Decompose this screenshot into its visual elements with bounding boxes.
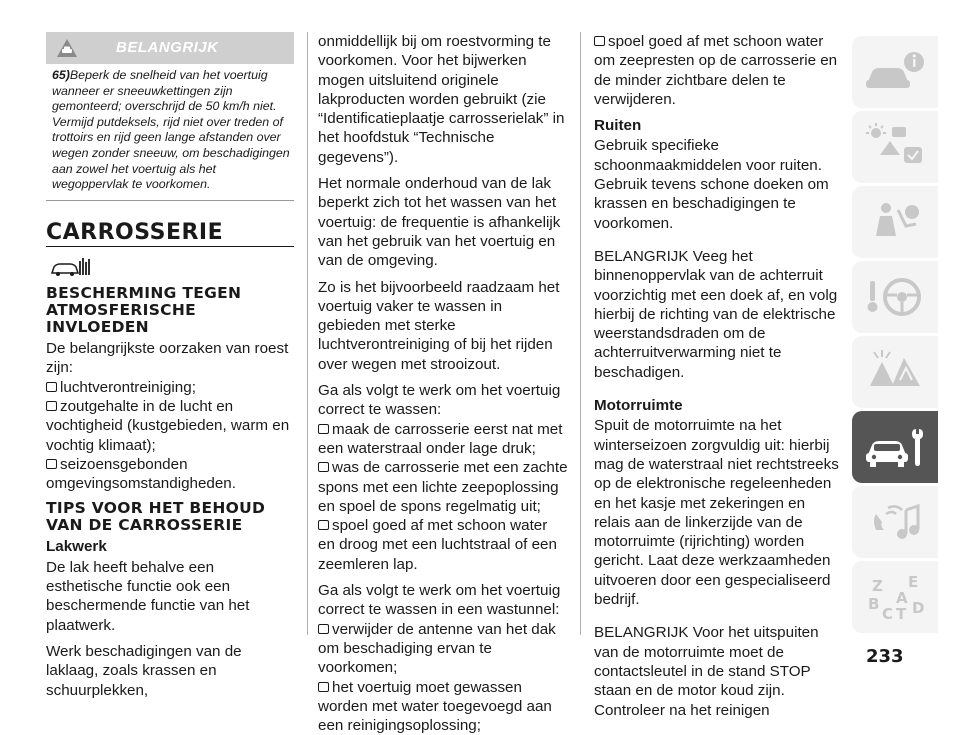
- paragraph: Ga als volgt te werk om het voertuig correct te wassen:: [318, 381, 568, 420]
- list-item: [318, 458, 568, 516]
- tab-multimedia[interactable]: [852, 486, 938, 558]
- car-maintenance-icon: [862, 421, 928, 473]
- subheading-lakwerk: Lakwerk: [46, 537, 294, 556]
- warning-box: [46, 32, 294, 201]
- svg-text:T: T: [896, 605, 907, 623]
- section-title: CARROSSERIE: [46, 223, 294, 247]
- checkbox-bullet-icon: [318, 424, 329, 434]
- column-divider: [307, 32, 308, 635]
- column-divider: [580, 32, 581, 635]
- list-item-text: verwijder de antenne van het dak om beschadiging ervan te voorkomen;: [318, 621, 556, 677]
- paragraph: De lak heeft behalve een esthetische functie ook een beschermende functie van het plaatwerk.: [46, 558, 294, 635]
- list-item-text: luchtverontreiniging;: [60, 379, 196, 396]
- tab-index[interactable]: [852, 561, 938, 633]
- checkbox-bullet-icon: [318, 462, 329, 472]
- tab-car-info[interactable]: [852, 36, 938, 108]
- paragraph: Ga als volgt te werk om het voertuig correct te wassen in een wastunnel:: [318, 581, 568, 620]
- paragraph: Het normale onderhoud van de lak beperkt zich tot het wassen van het voertuig: de frequentie is afhankelijk van het gebruik van het voertuig en van de omgeving.: [318, 174, 568, 270]
- tab-maintenance[interactable]: [852, 411, 938, 483]
- dashboard-lights-icon: [862, 121, 928, 173]
- tab-dashboard-lights[interactable]: [852, 111, 938, 183]
- column-middle: [318, 32, 568, 735]
- warning-header: [46, 32, 294, 64]
- checkbox-bullet-icon: [46, 382, 57, 392]
- checkbox-bullet-icon: [318, 624, 329, 634]
- chapter-tabs: [852, 36, 938, 636]
- checkbox-bullet-icon: [318, 520, 329, 530]
- svg-text:E: E: [908, 573, 918, 591]
- breakdown-warning-icon: [862, 346, 928, 398]
- multimedia-icon: [862, 496, 928, 548]
- checkbox-bullet-icon: [318, 682, 329, 692]
- airbag-seat-icon: [862, 196, 928, 248]
- tab-breakdown[interactable]: [852, 336, 938, 408]
- checkbox-bullet-icon: [594, 36, 605, 46]
- list-item: [46, 378, 294, 397]
- paragraph: Zo is het bijvoorbeeld raadzaam het voertuig vaker te wassen in gebieden met sterke luchtverontreiniging of bij het rijden over wegen met strooizout.: [318, 278, 568, 374]
- column-left: [46, 32, 294, 707]
- steering-wheel-icon: [862, 271, 928, 323]
- warning-body: Beperk de snelheid van het voertuig wanneer er sneeuwkettingen zijn gemonteerd; overschrijd de 50 km/h niet. Vermijd putdeksels, rijd niet over treden of trottoirs en rijd geen lange afstanden over wegen zonder sneeuw, om beschadigingen aan zowel het voertuig als het wegoppervlak te voorkomen.: [52, 68, 290, 191]
- list-item-text: het voertuig moet gewassen worden met water toegevoegd aan een reinigingsoplossing;: [318, 679, 552, 735]
- list-item: [318, 420, 568, 459]
- paragraph: onmiddellijk bij om roestvorming te voorkomen. Voor het bijwerken mogen uitsluitend originele lakproducten worden gebruikt (zie “Identificatieplaatje carrosserielak” in het hoofdstuk “Technische gegevens”).: [318, 32, 568, 167]
- list-item: [318, 620, 568, 678]
- list-item: [318, 678, 568, 735]
- car-warning-icon: [56, 38, 78, 58]
- column-right: [594, 32, 844, 727]
- heading-bescherming: BESCHERMING TEGEN ATMOSFERISCHE INVLOEDEN: [46, 285, 294, 336]
- paragraph: Werk beschadigingen van de laklaag, zoals krassen en schuurplekken,: [46, 642, 294, 700]
- list-item: [46, 455, 294, 494]
- list-item: [318, 516, 568, 574]
- list-item-text: spoel goed af met schoon water om zeepresten op de carrosserie en de minder zichtbare delen te verwijderen.: [594, 33, 837, 108]
- subheading-motorruimte: Motorruimte: [594, 396, 844, 415]
- paragraph: Spuit de motorruimte na het winterseizoen zorgvuldig uit: hierbij mag de waterstraal niet rechtstreeks op de elektronische regeleenheden en het kasje met zekeringen en relais aan de linkerzijde van de motorruimte (rijrichting) worden gericht. Laat deze werkzaamheden uitvoeren door een gespecialiseerd bedrijf.: [594, 416, 844, 609]
- warning-text: [46, 64, 294, 200]
- svg-text:A: A: [896, 589, 908, 607]
- list-item: [46, 397, 294, 455]
- svg-text:D: D: [912, 599, 924, 617]
- paragraph-belangrijk: BELANGRIJK Veeg het binnenoppervlak van de achterruit voorzichtig met een doek af, en volg hierbij de richting van de elektrische weerstandsdraden om de achterruitverwarming niet te beschadigen.: [594, 247, 844, 382]
- list-item-text: zoutgehalte in de lucht en vochtigheid (kustgebieden, warm en vochtig klimaat);: [46, 398, 289, 454]
- svg-text:C: C: [882, 605, 893, 623]
- list-item-text: spoel goed af met schoon water en droog met een luchtstraal of een zeemleren lap.: [318, 517, 557, 573]
- paragraph-belangrijk: BELANGRIJK Voor het uitspuiten van de motorruimte moet de contactsleutel in de stand STOP staan en de motor koud zijn. Controleer na het reinigen: [594, 623, 844, 719]
- warning-number: 65): [52, 68, 70, 82]
- warning-title: BELANGRIJK: [116, 38, 219, 57]
- tab-steering[interactable]: [852, 261, 938, 333]
- car-info-icon: [862, 46, 928, 98]
- tab-airbag-seat[interactable]: [852, 186, 938, 258]
- svg-text:Z: Z: [872, 577, 883, 595]
- paragraph-intro: De belangrijkste oorzaken van roest zijn:: [46, 339, 294, 378]
- subheading-ruiten: Ruiten: [594, 116, 844, 135]
- list-item: [594, 32, 844, 109]
- checkbox-bullet-icon: [46, 401, 57, 411]
- car-protection-icon: [50, 255, 92, 277]
- list-item-text: seizoensgebonden omgevingsomstandigheden.: [46, 456, 236, 492]
- heading-tips: TIPS VOOR HET BEHOUD VAN DE CARROSSERIE: [46, 500, 294, 534]
- alphabetical-index-icon: [862, 571, 928, 623]
- page-number: 233: [866, 646, 904, 667]
- list-item-text: maak de carrosserie eerst nat met een waterstraal onder lage druk;: [318, 421, 562, 457]
- svg-text:B: B: [868, 595, 879, 613]
- list-item-text: was de carrosserie met een zachte spons met een lichte zeepoplossing en spoel de spons regelmatig uit;: [318, 459, 568, 515]
- checkbox-bullet-icon: [46, 459, 57, 469]
- paragraph: Gebruik specifieke schoonmaakmiddelen voor ruiten. Gebruik tevens schone doeken om krassen en beschadigingen te voorkomen.: [594, 136, 844, 232]
